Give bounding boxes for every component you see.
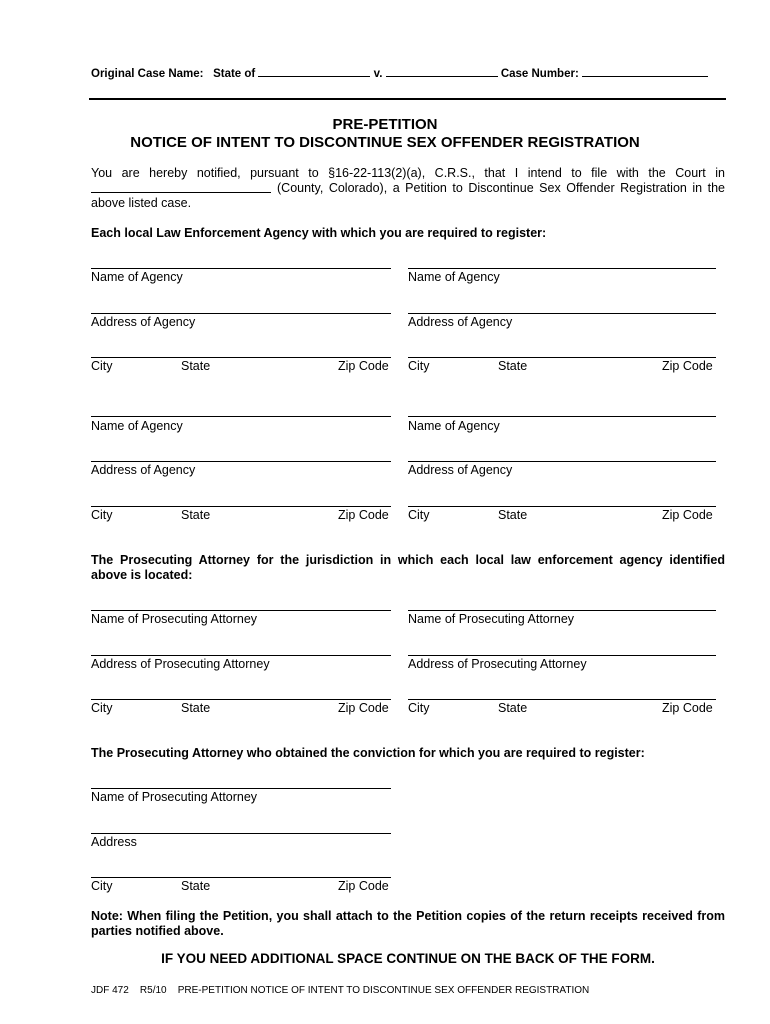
pa2-city-line[interactable] (408, 699, 716, 700)
pa2-name-label: Name of Prosecuting Attorney (408, 612, 575, 626)
agency2-address-line[interactable] (408, 313, 716, 314)
agency3-zip-label: Zip Code (338, 508, 389, 522)
pa2-zip-label: Zip Code (662, 701, 713, 715)
conviction-pa-zip-label: Zip Code (338, 879, 389, 893)
agency1-state-label: State (181, 359, 211, 373)
conviction-pa-name-line[interactable] (91, 788, 391, 789)
agency2-name-line[interactable] (408, 268, 716, 269)
state-of-label: State of (213, 68, 256, 80)
original-case-name-label: Original Case Name: (91, 68, 204, 80)
conviction-pa-name-label: Name of Prosecuting Attorney (91, 790, 258, 804)
case-caption (91, 65, 708, 80)
agency3-address-line[interactable] (91, 461, 391, 462)
agency1-address-line[interactable] (91, 313, 391, 314)
pa2-address-label: Address of Prosecuting Attorney (408, 657, 587, 671)
note-line1: Note: When filing the Petition, you shall attach to the Petition copies of the return receipts received from (91, 909, 725, 923)
section2-heading-line1: The Prosecuting Attorney for the jurisdiction in which each local law enforcement agency identified (91, 553, 725, 567)
agency4-address-label: Address of Agency (408, 463, 513, 477)
case-number-field[interactable] (582, 65, 708, 77)
conviction-pa-state-label: State (181, 879, 211, 893)
agency2-city-line[interactable] (408, 357, 716, 358)
agency3-name-line[interactable] (91, 416, 391, 417)
case-number-label: Case Number: (500, 68, 579, 80)
agency3-state-label: State (181, 508, 211, 522)
agency3-address-label: Address of Agency (91, 463, 196, 477)
agency2-city-label: City (408, 359, 430, 373)
versus-label: v. (373, 68, 383, 80)
agency4-zip-label: Zip Code (662, 508, 713, 522)
intro-line2-wrap (91, 181, 725, 195)
agency1-name-line[interactable] (91, 268, 391, 269)
pa2-state-label: State (498, 701, 528, 715)
page-title: NOTICE OF INTENT TO DISCONTINUE SEX OFFENDER REGISTRATION (130, 134, 640, 151)
agency1-zip-label: Zip Code (338, 359, 389, 373)
pa2-city-label: City (408, 701, 430, 715)
pa2-name-line[interactable] (408, 610, 716, 611)
agency4-city-label: City (408, 508, 430, 522)
agency1-name-label: Name of Agency (91, 270, 183, 284)
pa1-name-line[interactable] (91, 610, 391, 611)
agency3-city-line[interactable] (91, 506, 391, 507)
footer-form-title: PRE-PETITION NOTICE OF INTENT TO DISCONTINUE SEX OFFENDER REGISTRATION (177, 985, 590, 996)
agency2-name-label: Name of Agency (408, 270, 500, 284)
pa1-zip-label: Zip Code (338, 701, 389, 715)
agency4-address-line[interactable] (408, 461, 716, 462)
agency2-address-label: Address of Agency (408, 315, 513, 329)
pa1-state-label: State (181, 701, 211, 715)
agency1-address-label: Address of Agency (91, 315, 196, 329)
title-line1: PRE-PETITION (332, 116, 438, 133)
form-revision: R5/10 (139, 985, 167, 996)
intro-line1: You are hereby notified, pursuant to §16-22-113(2)(a), C.R.S., that I intend to file with the Court in (91, 166, 725, 180)
conviction-pa-city-line[interactable] (91, 877, 391, 878)
agency4-state-label: State (498, 508, 528, 522)
pa1-address-label: Address of Prosecuting Attorney (91, 657, 270, 671)
defendant-field[interactable] (386, 65, 498, 77)
agency3-name-label: Name of Agency (91, 419, 183, 433)
pa1-address-line[interactable] (91, 655, 391, 656)
intro-line3: above listed case. (91, 196, 192, 210)
intro-line2: (County, Colorado), a Petition to Discontinue Sex Offender Registration in the (277, 181, 725, 195)
agency4-name-line[interactable] (408, 416, 716, 417)
agency2-state-label: State (498, 359, 528, 373)
state-of-field[interactable] (258, 65, 370, 77)
agency3-city-label: City (91, 508, 113, 522)
agency4-city-line[interactable] (408, 506, 716, 507)
pa1-city-label: City (91, 701, 113, 715)
header-divider (89, 98, 726, 100)
conviction-pa-city-label: City (91, 879, 113, 893)
county-field[interactable] (91, 181, 271, 193)
continue-notice: IF YOU NEED ADDITIONAL SPACE CONTINUE ON THE BACK OF THE FORM. (161, 951, 655, 966)
agency4-name-label: Name of Agency (408, 419, 500, 433)
agency2-zip-label: Zip Code (662, 359, 713, 373)
pa1-city-line[interactable] (91, 699, 391, 700)
section1-heading: Each local Law Enforcement Agency with which you are required to register: (91, 226, 547, 240)
pa2-address-line[interactable] (408, 655, 716, 656)
pa1-name-label: Name of Prosecuting Attorney (91, 612, 258, 626)
note-line2: parties notified above. (91, 924, 224, 938)
conviction-pa-address-line[interactable] (91, 833, 391, 834)
agency1-city-line[interactable] (91, 357, 391, 358)
agency1-city-label: City (91, 359, 113, 373)
section2-heading-line2: above is located: (91, 568, 193, 582)
footer (91, 985, 589, 996)
conviction-pa-address-label: Address (91, 835, 137, 849)
form-id: JDF 472 (91, 985, 129, 996)
section3-heading: The Prosecuting Attorney who obtained the conviction for which you are required to register: (91, 746, 645, 760)
